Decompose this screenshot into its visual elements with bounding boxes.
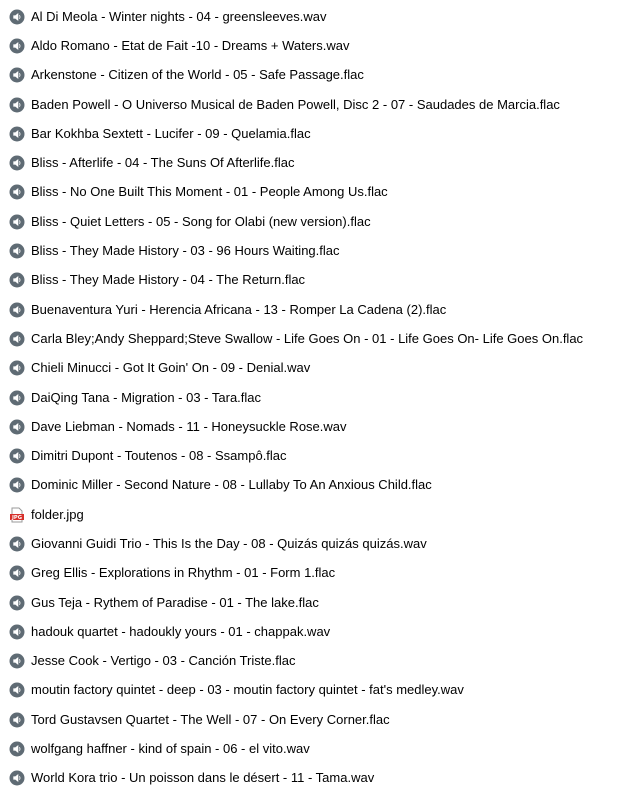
file-name: Bliss - No One Built This Moment - 01 - People Among Us.flac — [31, 184, 388, 200]
file-row[interactable] — [0, 705, 640, 734]
audio-file-icon — [9, 302, 25, 318]
file-name: Dominic Miller - Second Nature - 08 - Lullaby To An Anxious Child.flac — [31, 477, 432, 493]
svg-text:JPG: JPG — [12, 514, 22, 521]
file-row[interactable] — [0, 647, 640, 676]
file-row[interactable] — [0, 2, 640, 31]
file-name: Bliss - Quiet Letters - 05 - Song for Olabi (new version).flac — [31, 213, 371, 229]
file-name: Al Di Meola - Winter nights - 04 - greensleeves.wav — [31, 8, 327, 24]
audio-file-icon — [9, 536, 25, 552]
audio-file-icon — [9, 712, 25, 728]
file-row[interactable] — [0, 119, 640, 148]
file-name: World Kora trio - Un poisson dans le désert - 11 - Tama.wav — [31, 770, 375, 786]
file-row[interactable] — [0, 764, 640, 793]
file-row[interactable] — [0, 471, 640, 500]
audio-file-icon — [9, 682, 25, 698]
audio-file-icon — [9, 126, 25, 142]
audio-file-icon — [9, 243, 25, 259]
file-row[interactable] — [0, 529, 640, 558]
audio-file-icon — [9, 477, 25, 493]
file-name: hadouk quartet - hadoukly yours - 01 - chappak.wav — [31, 623, 331, 639]
file-name: Carla Bley;Andy Sheppard;Steve Swallow - Life Goes On - 01 - Life Goes On- Life Goes On.flac — [31, 330, 584, 346]
audio-file-icon — [9, 770, 25, 786]
file-row[interactable] — [0, 236, 640, 265]
audio-file-icon — [9, 653, 25, 669]
file-name: wolfgang haffner - kind of spain - 06 - el vito.wav — [31, 741, 310, 757]
file-row[interactable] — [0, 441, 640, 470]
file-row[interactable] — [0, 148, 640, 177]
file-name: Chieli Minucci - Got It Goin' On - 09 - Denial.wav — [31, 360, 311, 376]
audio-file-icon — [9, 360, 25, 376]
file-row[interactable] — [0, 266, 640, 295]
file-row[interactable] — [0, 588, 640, 617]
audio-file-icon — [9, 624, 25, 640]
file-name: Dimitri Dupont - Toutenos - 08 - Ssampô.flac — [31, 448, 287, 464]
audio-file-icon — [9, 448, 25, 464]
file-row[interactable] — [0, 734, 640, 763]
file-row[interactable] — [0, 90, 640, 119]
file-row[interactable] — [0, 559, 640, 588]
file-name: DaiQing Tana - Migration - 03 - Tara.flac — [31, 389, 262, 405]
audio-file-icon — [9, 9, 25, 25]
file-name: Giovanni Guidi Trio - This Is the Day - 08 - Quizás quizás quizás.wav — [31, 535, 427, 551]
audio-file-icon — [9, 214, 25, 230]
jpg-file-icon — [9, 507, 25, 523]
file-name: Bliss - They Made History - 03 - 96 Hours Waiting.flac — [31, 243, 340, 259]
file-name: Aldo Romano - Etat de Fait -10 - Dreams + Waters.wav — [31, 37, 350, 53]
file-row[interactable] — [0, 617, 640, 646]
file-name: Jesse Cook - Vertigo - 03 - Canción Triste.flac — [31, 653, 296, 669]
audio-file-icon — [9, 565, 25, 581]
file-name: Arkenstone - Citizen of the World - 05 - Safe Passage.flac — [31, 67, 364, 83]
audio-file-icon — [9, 390, 25, 406]
audio-file-icon — [9, 155, 25, 171]
audio-file-icon — [9, 595, 25, 611]
file-name: Bliss - Afterlife - 04 - The Suns Of Afterlife.flac — [31, 155, 295, 171]
file-name: Buenaventura Yuri - Herencia Africana - 13 - Romper La Cadena (2).flac — [31, 301, 447, 317]
file-name: Gus Teja - Rythem of Paradise - 01 - The lake.flac — [31, 594, 319, 610]
file-name: Baden Powell - O Universo Musical de Baden Powell, Disc 2 - 07 - Saudades de Marcia.flac — [31, 96, 560, 112]
audio-file-icon — [9, 419, 25, 435]
file-name: Greg Ellis - Explorations in Rhythm - 01 - Form 1.flac — [31, 565, 336, 581]
file-row[interactable] — [0, 61, 640, 90]
audio-file-icon — [9, 331, 25, 347]
file-row[interactable] — [0, 31, 640, 60]
file-name: moutin factory quintet - deep - 03 - moutin factory quintet - fat's medley.wav — [31, 682, 464, 698]
audio-file-icon — [9, 272, 25, 288]
file-row[interactable] — [0, 324, 640, 353]
file-row[interactable] — [0, 676, 640, 705]
file-name: Bliss - They Made History - 04 - The Return.flac — [31, 272, 306, 288]
file-name: Tord Gustavsen Quartet - The Well - 07 - On Every Corner.flac — [31, 711, 390, 727]
audio-file-icon — [9, 741, 25, 757]
audio-file-icon — [9, 184, 25, 200]
file-name: folder.jpg — [31, 506, 84, 522]
file-row[interactable] — [0, 500, 640, 529]
file-row[interactable] — [0, 178, 640, 207]
audio-file-icon — [9, 67, 25, 83]
audio-file-icon — [9, 97, 25, 113]
file-row[interactable] — [0, 295, 640, 324]
file-row[interactable] — [0, 354, 640, 383]
file-name: Bar Kokhba Sextett - Lucifer - 09 - Quelamia.flac — [31, 125, 311, 141]
audio-file-icon — [9, 38, 25, 54]
file-row[interactable] — [0, 383, 640, 412]
file-row[interactable] — [0, 207, 640, 236]
file-name: Dave Liebman - Nomads - 11 - Honeysuckle Rose.wav — [31, 418, 347, 434]
file-row[interactable] — [0, 412, 640, 441]
